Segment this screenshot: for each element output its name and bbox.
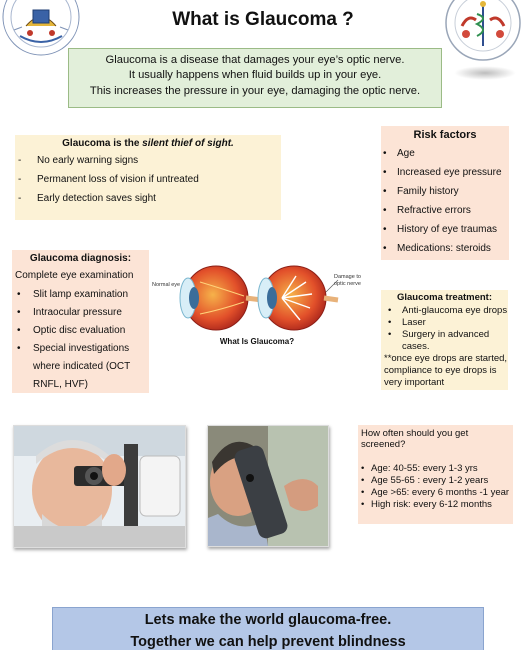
tonometry-exam-photo — [207, 425, 329, 547]
screening-box — [358, 425, 513, 524]
intro-line: This increases the pressure in your eye, damaging the optic nerve. — [89, 84, 421, 97]
risk-factors-list — [381, 148, 509, 262]
slit-lamp-exam-photo — [13, 425, 186, 548]
list-item: • Optic disc evaluation — [12, 322, 149, 340]
screening-list — [358, 463, 513, 511]
intro-line: It usually happens when fluid builds up in your eye. — [128, 69, 382, 82]
silent-thief-box — [15, 135, 281, 220]
list-item: • Intraocular pressure — [12, 304, 149, 322]
intro-line: Glaucoma is a disease that damages your eye’s optic nerve. — [105, 54, 405, 66]
page-title: What is Glaucoma ? — [172, 9, 354, 30]
diagnosis-heading: Glaucoma diagnosis: — [29, 253, 132, 264]
list-item: - Permanent loss of vision if untreated — [15, 174, 281, 193]
treatment-note: **once eye drops are started, compliance to eye drops is very important — [384, 353, 508, 389]
screening-heading: How often should you get screened? — [361, 428, 469, 451]
damage-label: optic nerve — [334, 281, 361, 287]
list-item: • Age — [381, 148, 509, 167]
risk-factors-heading: Risk factors — [413, 129, 477, 141]
list-item: - No early warning signs — [15, 155, 281, 174]
list-item: • Age: 40-55: every 1-3 yrs — [358, 463, 513, 475]
logo-shadow — [454, 66, 516, 80]
list-item: • Surgery in advanced cases. — [381, 329, 508, 353]
list-item: • Age >65: every 6 months -1 year — [358, 487, 513, 499]
intro-box — [68, 48, 442, 108]
list-item: • Anti-glaucoma eye drops — [381, 305, 508, 317]
list-item: • Special investigations where indicated (OCT RNFL, HVF) — [12, 340, 149, 394]
normal-eye-icon — [180, 266, 262, 330]
normal-eye-label: Normal eye — [152, 282, 181, 288]
list-item: • Refractive errors — [381, 205, 509, 224]
treatment-box — [381, 290, 508, 390]
treatment-list — [381, 305, 508, 353]
silent-thief-emphasis: silent thief of sight. — [142, 138, 234, 149]
call-to-action-banner — [52, 607, 484, 650]
damage-label: Damage to — [334, 274, 361, 280]
banner-line: Together we can help prevent blindness — [130, 633, 406, 650]
diagnosis-box — [12, 250, 149, 393]
glaucoma-eye-icon — [258, 266, 338, 330]
list-item: - Early detection saves sight — [15, 193, 281, 212]
banner-line: Lets make the world glaucoma-free. — [144, 612, 392, 628]
silent-thief-list — [15, 155, 281, 212]
silent-thief-heading: Glaucoma is the silent thief of sight. — [62, 138, 234, 149]
diagnosis-list — [12, 286, 149, 394]
diagnosis-subheading: Complete eye examination — [15, 270, 134, 281]
list-item: • Age 55-65 : every 1-2 years — [358, 475, 513, 487]
eye-caption: What Is Glaucoma? — [219, 337, 295, 346]
list-item: • Laser — [381, 317, 508, 329]
treatment-heading: Glaucoma treatment: — [396, 292, 493, 303]
list-item: • High risk: every 6-12 months — [358, 499, 513, 511]
list-item: • Increased eye pressure — [381, 167, 509, 186]
list-item: • Family history — [381, 186, 509, 205]
list-item: • History of eye traumas — [381, 224, 509, 243]
list-item: • Slit lamp examination — [12, 286, 149, 304]
list-item: • Medications: steroids — [381, 243, 509, 262]
risk-factors-box — [381, 126, 509, 260]
